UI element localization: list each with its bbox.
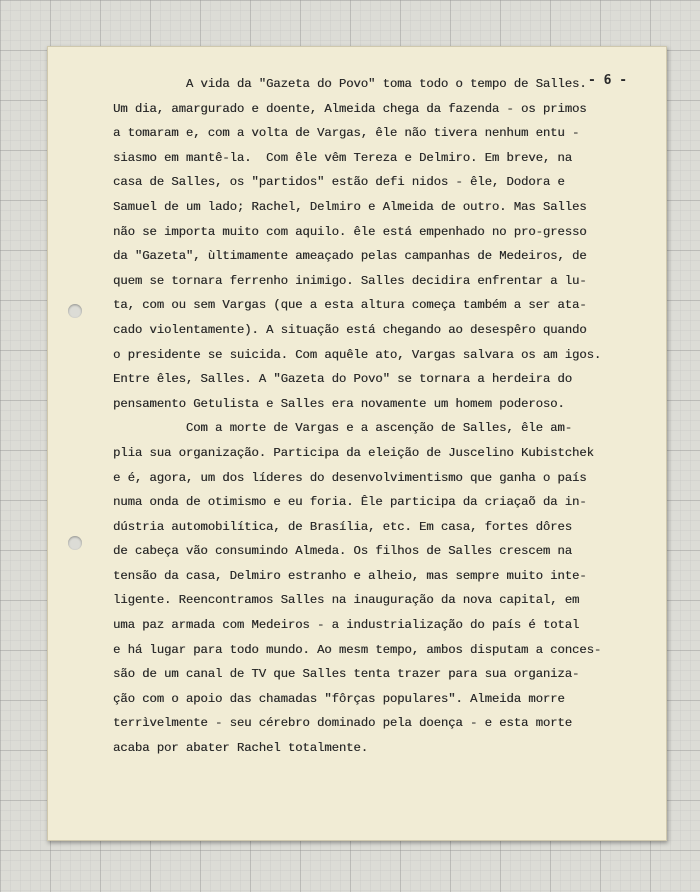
text-line: ligente. Reencontramos Salles na inauguração da nova capital, em [113, 593, 580, 608]
typed-text-block [113, 72, 602, 761]
text-line: uma paz armada com Medeiros - a industrialização do país é total [113, 618, 580, 633]
text-line: e é, agora, um dos líderes do desenvolvimentismo que ganha o país [113, 470, 587, 485]
text-line: a tomaram e, com a volta de Vargas, êle não tivera nenhum entu - [113, 126, 580, 141]
text-line: numa onda de otimismo e eu foria. Êle participa da criaçaõ da in- [113, 495, 587, 510]
text-line: siasmo em mantê-la. Com êle vêm Tereza e Delmiro. Em breve, na [113, 150, 572, 165]
text-line: ta, com ou sem Vargas (que a esta altura começa também a ser ata- [113, 298, 587, 313]
text-line: ção com o apoio das chamadas "fôrças populares". Almeida morre [113, 691, 565, 706]
text-line: e há lugar para todo mundo. Ao mesm tempo, ambos disputam a conces- [113, 642, 602, 657]
text-line: Entre êles, Salles. A "Gazeta do Povo" se tornara a herdeira do [113, 372, 572, 387]
text-line: A vida da "Gazeta do Povo" toma todo o tempo de Salles. [113, 77, 587, 91]
text-line: Com a morte de Vargas e a ascenção de Salles, êle am- [113, 421, 572, 436]
page-number: - 6 - [588, 73, 628, 88]
text-line: da "Gazeta", ùltimamente ameaçado pelas campanhas de Medeiros, de [113, 249, 587, 264]
text-line: casa de Salles, os "partidos" estão defi nidos - êle, Dodora e [113, 175, 565, 190]
text-line: pensamento Getulista e Salles era novamente um homem poderoso. [113, 396, 565, 411]
text-line: terrìvelmente - seu cérebro dominado pela doença - e esta morte [113, 716, 572, 731]
text-line: acaba por abater Rachel totalmente. [113, 741, 368, 756]
text-line: Um dia, amargurado e doente, Almeida chega da fazenda - os primos [113, 101, 587, 116]
text-line: não se importa muito com aquilo. êle está empenhado no pro-gresso [113, 224, 587, 239]
text-line: plia sua organização. Participa da eleição de Juscelino Kubistchek [113, 445, 594, 460]
text-line: quem se tornara ferrenho inimigo. Salles decidira enfrentar a lu- [113, 273, 587, 288]
text-line: de cabeça vão consumindo Almeda. Os filhos de Salles crescem na [113, 544, 572, 559]
text-line: tensão da casa, Delmiro estranho e alheio, mas sempre muito inte- [113, 568, 587, 583]
text-line: são de um canal de TV que Salles tenta trazer para sua organiza- [113, 667, 580, 682]
text-line: o presidente se suicida. Com aquêle ato, Vargas salvara os am igos. [113, 347, 602, 362]
punch-hole [68, 536, 82, 550]
text-line: Samuel de um lado; Rachel, Delmiro e Almeida de outro. Mas Salles [113, 199, 587, 214]
punch-hole [68, 304, 82, 318]
text-line: dústria automobilítica, de Brasília, etc. Em casa, fortes dôres [113, 519, 572, 534]
text-line: cado violentamente). A situação está chegando ao desespêro quando [113, 322, 587, 337]
